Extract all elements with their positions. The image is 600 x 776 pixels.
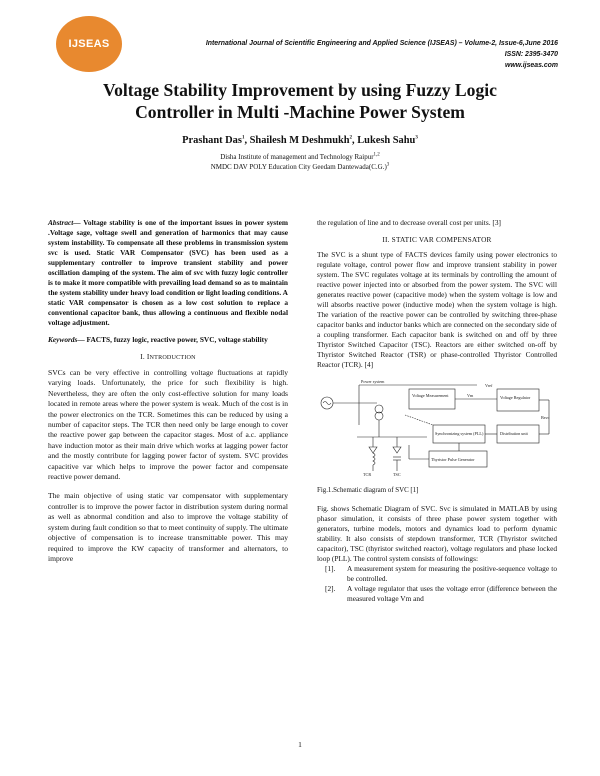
tsc-thyristor (393, 447, 401, 453)
label-sync: Synchronizing system (PLL) (435, 431, 484, 436)
label-tsc: TSC (393, 472, 401, 477)
author-name: Prashant Das (182, 135, 242, 146)
intro-paragraph-1: SVCs can be very effective in controlling voltage fluctuations at rapidly varying loads. Unfortunately, the price for such flexibility is high. Nevertheless, they are often the only cost-effective solution for many loads located in remote areas where the power system is weak. Much of the cost is in the power electronics on the TCR. Sometimes this can be reduced by using a number of capacitor steps. The TCR then need only be large enough to cover the reactive power gap between the capacitor stages. Most of a.c. appliance have induction motor as their main drive which works at lagging power factor and the mostly contribute for lagging power factor of system. SVC provides capacitive var which helps to improve the power factor and compensate reactive power demand. (48, 368, 288, 482)
label-voltage-measurement: Voltage Measurement (412, 393, 449, 398)
authors: Prashant Das$^1$, Shailesh M Deshmukh$^2$, Lukesh Sahu$^3$ (182, 135, 418, 146)
author-sup: 2 (349, 135, 353, 141)
logo-text: IJSEAS (68, 38, 110, 50)
section-heading-rest: NTRODUCTION (149, 355, 196, 361)
voltage-regulator-box (497, 389, 539, 411)
list-item (317, 564, 557, 584)
tcr-reactor (373, 453, 375, 465)
label-vm: Vm (467, 393, 474, 398)
journal-logo (56, 16, 122, 72)
section-heading-prefix: I. I (140, 352, 150, 361)
list-item-number: [1]. (325, 564, 336, 573)
generator-wave (323, 402, 331, 405)
label-vref: Vref (485, 383, 493, 388)
journal-line: International Journal of Scientific Engineering and Applied Science (IJSEAS) – Volume-2, Issue-6,June 2016 (205, 40, 558, 47)
affiliation-1-text: Disha Institute of management and Technology Raipur (220, 153, 374, 161)
author-name: Shailesh M Deshmukh (249, 135, 350, 146)
affiliation-2 (40, 163, 560, 171)
list-item-number: [2]. (325, 584, 336, 593)
affiliation-1-sup: 1,2 (373, 152, 380, 158)
keywords-label: Keywords— (48, 335, 85, 344)
svc-schematic-figure (317, 375, 557, 483)
svc-paragraph: The SVC is a shunt type of FACTS devices family using power electronics to regulate voltage, control power flow and improve transient stability in power system. The SVC regulates voltage at its terminals by controlling the amount of reactive power injected into or absorbed from the power system. The SVC will generates reactive power (capacitive mode) when the system voltage is low and will absorbs reactive power (inductive mode) when the system voltage is high. The variation of the reactive power can be controlled by switching three-phase capacitor banks and inductor banks which are connected on the secondary side of a coupling transformer. Each capacitor bank is switched on and off by three Thyristor Switched Capacitor (TSC). Reactors are either switched on-off by Thyristor Switched Reactor (TSR) or phase-controlled Thyristor Controlled Reactor (TCR). [4] (317, 250, 557, 369)
author-name: Lukesh Sahu (357, 135, 416, 146)
website: www.ijseas.com (505, 62, 558, 69)
intro-paragraph-2: The main objective of using static var compensator with supplementary controller is to improve the power factor in distribution system during normal as well as abnormal condition and also to improve the voltage stability of system during fault condition so that to meet continuity of supply. The ultimate objective of compensation is to increase transmittable power. This may required to improve the KW capacity of transformer and alternators, to improve (48, 491, 288, 563)
keywords-text: FACTS, fuzzy logic, reactive power, SVC, voltage stability (84, 335, 268, 344)
voltage-measurement-box (409, 389, 455, 409)
issn: ISSN: 2395-3470 (504, 51, 558, 58)
section-heading-introduction (48, 352, 288, 363)
svc-schematic-diagram (317, 375, 557, 483)
list-item-text: A voltage regulator that uses the voltage error (difference between the measured voltage Vm and (347, 584, 557, 603)
author-sup: 1 (241, 135, 245, 141)
abstract-label: Abstract— (48, 218, 81, 227)
paper-title (40, 79, 560, 123)
abstract (48, 218, 288, 328)
figure-caption: Fig.1.Schematic diagram of SVC [1] (317, 487, 419, 494)
right-column (317, 218, 557, 604)
list-item-text: A measurement system for measuring the positive-sequence voltage to be controlled. (347, 564, 557, 583)
title-line-1: Voltage Stability Improvement by using Fuzzy Logic (103, 80, 497, 100)
label-power-system: Power system (361, 379, 385, 384)
label-tcr: TCR (363, 472, 372, 477)
affiliation-1 (40, 153, 560, 161)
list-item (317, 584, 557, 604)
affiliation-2-sup: 3 (386, 162, 390, 168)
label-distribution: Distribution unit (500, 431, 528, 436)
label-bsvc: Bsvc (541, 415, 550, 420)
author-sup: 3 (415, 135, 418, 141)
affiliation-2-text: NMDC DAV POLY Education City Geedam Dantewada(C.G.) (210, 163, 387, 171)
left-column (48, 218, 288, 564)
abstract-text: Voltage stability is one of the important issues in power system .Voltage sage, voltage swell and generation of harmonics that may cause system instability. To compensate all these problems in transmission system svc is used. Static VAR Compensator (SVC) has been used as a supplementary controller to improve transient stability and power oscillation damping of the system. The aim of svc with fuzzy logic controller is to make it more compatible with prevailing load demand so as to maintain the system stability under heavy load condition or light loading conditions. A static VAR compensator is chosen as a low cost solution to replace a conventional capacitor bank, thus allowing a continuous and flexible nodal voltage adjustment. (48, 218, 288, 327)
label-voltage-regulator: Voltage Regulator (500, 395, 531, 400)
journal-header (138, 38, 558, 71)
section-heading-svc: II. STATIC VAR COMPENSATOR (382, 235, 492, 244)
title-line-2: Controller in Multi -Machine Power System (135, 102, 465, 122)
keywords (48, 335, 288, 345)
continued-paragraph: the regulation of line and to decrease overall cost per units. [3] (317, 218, 501, 227)
control-system-list (317, 564, 557, 604)
schematic-paragraph: Fig. shows Schematic Diagram of SVC. Svc is simulated in MATLAB by using phasor simulation, it consists of three phase power system together with generators, turbine models, motors and dynamics load to perform dynamic stability. It also consists of stepdown transformer, TCR (Thyristor switched capacitor), TSC (thyristor switched reactor), voltage regulators and phase locked loop (PLL). The control system consists of followings: (317, 504, 557, 563)
tcr-thyristor (369, 447, 377, 453)
label-pulse: Thyristor Pulse Generator (431, 457, 475, 462)
page-number: 1 (298, 740, 302, 749)
